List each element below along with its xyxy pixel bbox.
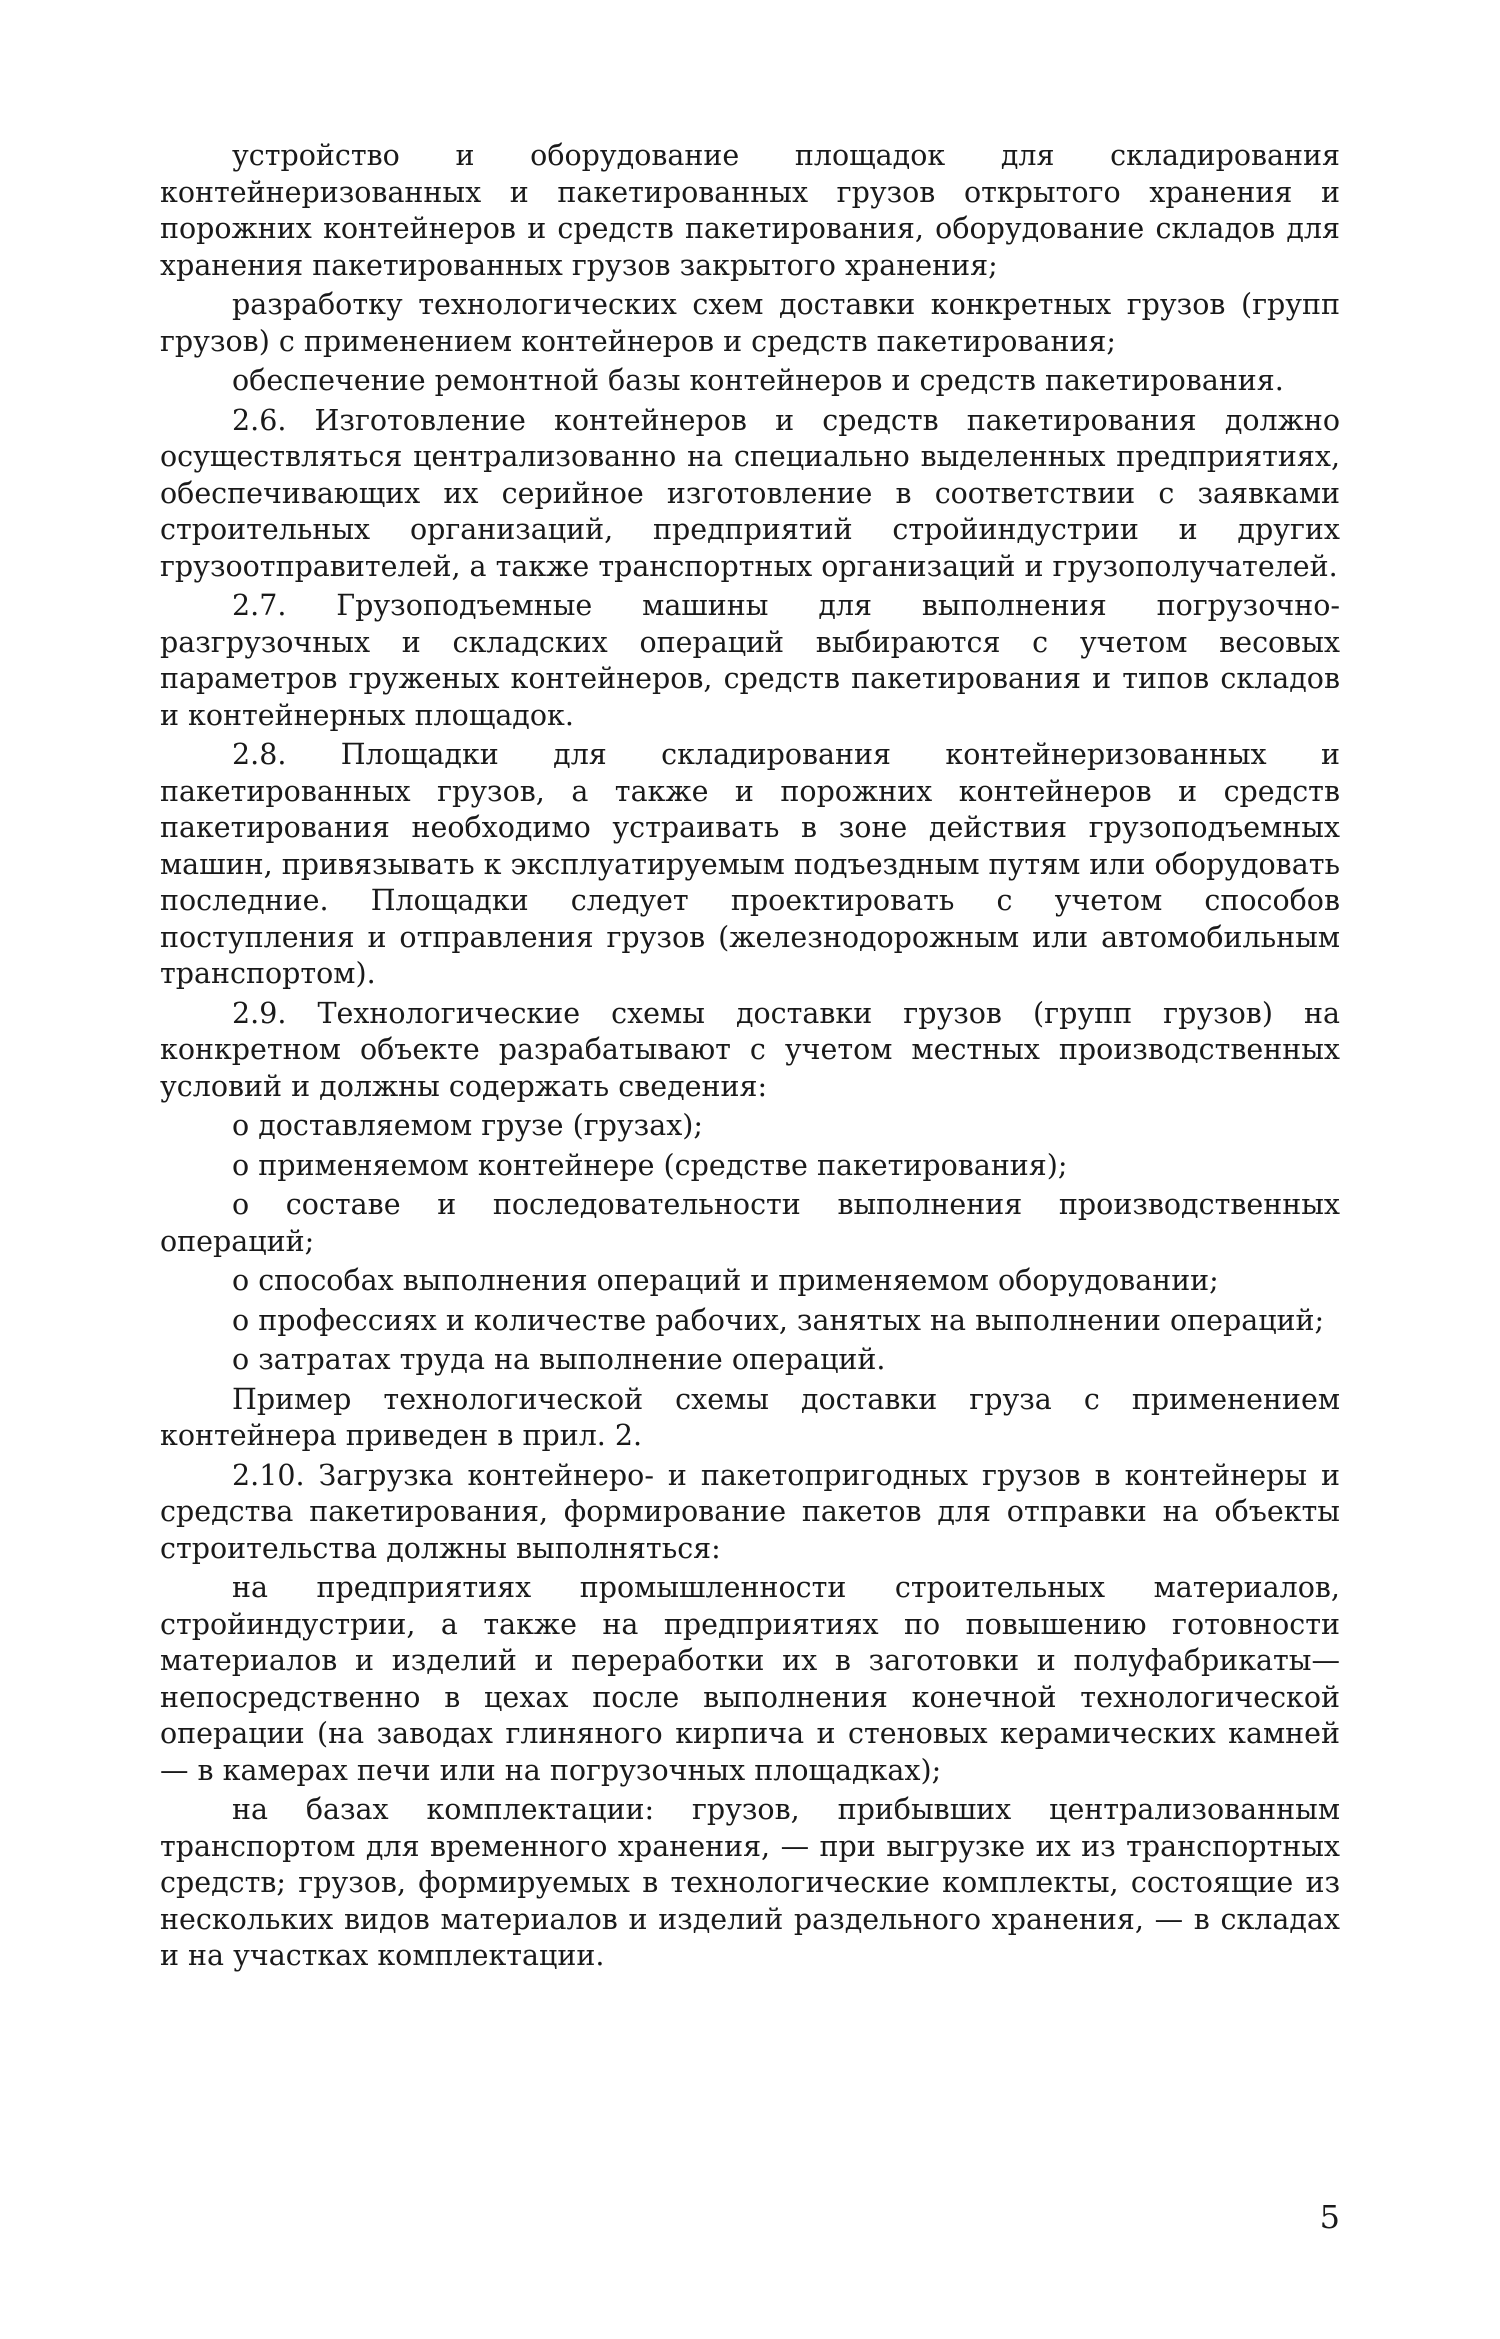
paragraph-2-8: 2.8. Площадки для складирования контейнеризованных и пакетированных грузов, а также и порожних контейнеров и средств пакетирования необходимо устраивать в зоне действия грузоподъемных машин, привязывать к эксплуатируемым подъездным путям или оборудовать последние. Площадки следует проектировать с учетом способов поступления и отправления грузов (железнодорожным или автомобильным транспортом).	[160, 738, 1340, 990]
paragraph-site-equipment: устройство и оборудование площадок для складирования контейнеризованных и пакетированных грузов открытого хранения и порожних контейнеров и средств пакетирования, оборудование складов для хранения пакетированных грузов закрытого хранения;	[160, 139, 1340, 282]
paragraph-2-10: 2.10. Загрузка контейнеро- и пакетопригодных грузов в контейнеры и средства пакетирования, формирование пакетов для отправки на объекты строительства должны выполняться:	[160, 1458, 1340, 1565]
list-item-cargo: о доставляемом грузе (грузах);	[232, 1109, 704, 1142]
paragraph-bases: на базах комплектации: грузов, прибывших централизованным транспортом для временного хранения, — при выгрузке их из транспортных средств; грузов, формируемых в технологические комплекты, состоящие из нескольких видов материалов и изделий раздельного хранения, — в складах и на участках комплектации.	[160, 1793, 1340, 1972]
paragraph-example-reference: Пример технологической схемы доставки груза с применением контейнера приведен в прил. 2.	[160, 1382, 1340, 1452]
list-item-labor-costs: о затратах труда на выполнение операций.	[232, 1343, 886, 1376]
document-body	[160, 138, 1340, 1978]
paragraph-2-6: 2.6. Изготовление контейнеров и средств пакетирования должно осуществляться централизованно на специально выделенных предприятиях, обеспечивающих их серийное изготовление в соответствии с заявками строительных организаций, предприятий стройиндустрии и других грузоотправителей, а также транспортных организаций и грузополучателей.	[160, 403, 1340, 583]
paragraph-repair-base: обеспечение ремонтной базы контейнеров и средств пакетирования.	[232, 364, 1284, 397]
list-item-operations-sequence: о составе и последовательности выполнения производственных операций;	[160, 1188, 1340, 1258]
page-number: 5	[1319, 2198, 1340, 2236]
paragraph-enterprises: на предприятиях промышленности строительных материалов, стройиндустрии, а также на предприятиях по повышению готовности материалов и изделий и переработки их в заготовки и полуфабрикаты—непосредственно в цехах после выполнения конечной технологической операции (на заводах глиняного кирпича и стеновых керамических камней — в камерах печи или на погрузочных площадках);	[160, 1571, 1340, 1787]
list-item-container: о применяемом контейнере (средстве пакетирования);	[232, 1148, 1068, 1182]
list-item-methods-equipment: о способах выполнения операций и применяемом оборудовании;	[232, 1264, 1219, 1297]
list-item-workers: о профессиях и количестве рабочих, занятых на выполнении операций;	[232, 1303, 1325, 1337]
paragraph-2-7: 2.7. Грузоподъемные машины для выполнения погрузочно-разгрузочных и складских операций выбираются с учетом весовых параметров груженых контейнеров, средств пакетирования и типов складов и контейнерных площадок.	[160, 589, 1340, 732]
paragraph-scheme-development: разработку технологических схем доставки конкретных грузов (групп грузов) с применением контейнеров и средств пакетирования;	[160, 288, 1340, 358]
paragraph-2-9: 2.9. Технологические схемы доставки грузов (групп грузов) на конкретном объекте разрабатывают с учетом местных производственных условий и должны содержать сведения:	[160, 996, 1340, 1103]
